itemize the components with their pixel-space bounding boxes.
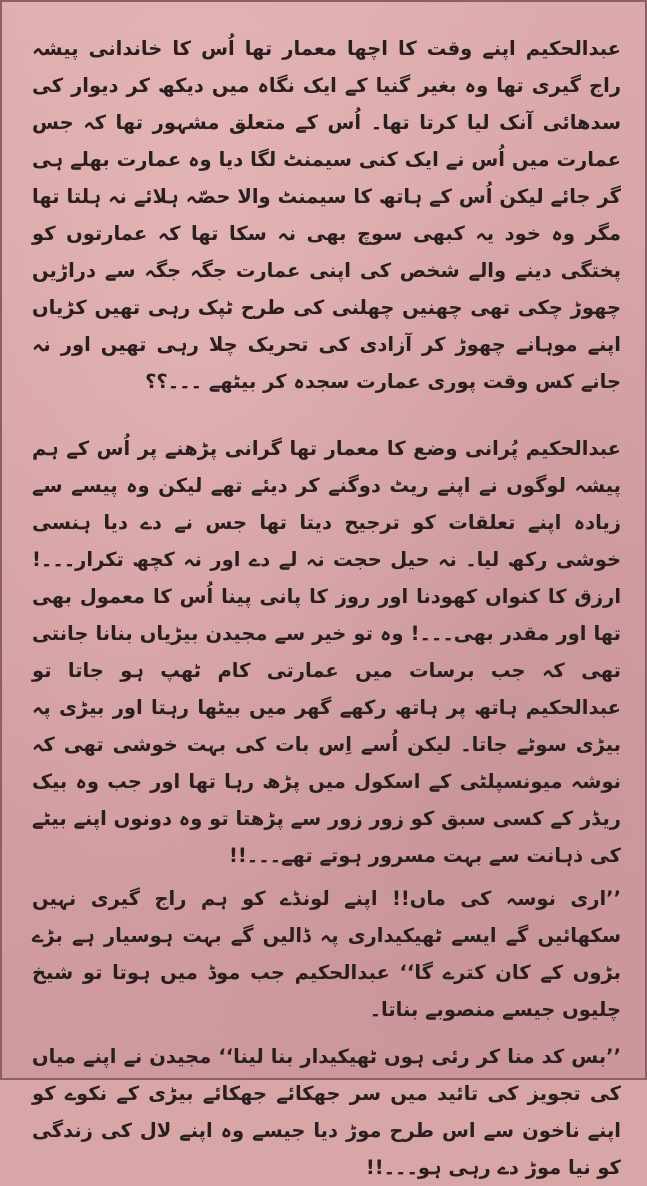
paragraph-4: ’’بس کد منا کر رئی ہوں ٹھیکیدار بنا لینا‘‘ مجیدن نے اپنے میاں کی تجویز کی تائید میں سر جھکائے جھکائے بیڑی کے نکوے کو اپنے ناخون سے اس طرح موڑ دیا جیسے وہ اپنے لال کی زندگی کو نیا موڑ دے رہی ہو۔۔۔!! <box>32 1045 621 1179</box>
paragraph-3: ’’اری نوسہ کی ماں!! اپنے لونڈے کو ہم راج گیری نہیں سکھائیں گے ایسے ٹھیکیداری پہ ڈالیں گے بہت ہوسیار ہے بڑے بڑوں کے کان کترے گا‘‘ عبدالحکیم جب موڈ میں ہوتا تو شیخ چلیوں جیسے منصوبے بناتا۔ <box>32 887 621 1021</box>
paragraph-2: عبدالحکیم پُرانی وضع کا معمار تھا گرانی پڑھنے پر اُس کے ہم پیشہ لوگوں نے اپنے ریٹ دوگنے کر دیئے تھے لیکن وہ پیسے سے زیادہ اپنے تعلقات کو ترجیح دیتا تھا جس نے دے دیا ہنسی خوشی رکھ لیا۔ نہ حیل حجت نہ لے دے اور نہ کچھ تکرار۔۔۔! ارزق کا کنواں کھودنا اور روز کا پانی پینا اُس کا معمول بھی تھا اور مقدر بھی۔۔۔! وہ تو خیر سے مجیدن بیڑیاں بنانا جانتی تھی کہ جب برسات میں عمارتی کام ٹھپ ہو جاتا تو عبدالحکیم ہاتھ پر ہاتھ رکھے گھر میں بیٹھا رہتا اور بیڑی پہ بیڑی سوٹے جاتا۔ لیکن اُسے اِس بات کی بہت خوشی تھی کہ نوشہ میونسپلٹی کے اسکول میں پڑھ رہا تھا اور جب وہ بیک ریڈر کے کسی سبق کو زور زور سے پڑھتا تو وہ دونوں اپنے بیٹے کی ذہانت سے بہت مسرور ہوتے تھے۔۔۔!! <box>32 437 621 867</box>
paragraph-1: عبدالحکیم اپنے وقت کا اچھا معمار تھا اُس کا خاندانی پیشہ راج گیری تھا وہ بغیر گنیا کے ایک نگاہ میں دیکھ کر دیوار کی سدھائی آنک لیا کرتا تھا۔ اُس کے متعلق مشہور تھا کہ جس عمارت میں اُس نے ایک کنی سیمنٹ لگا دیا وہ عمارت بھلے ہی گر جائے لیکن اُس کے ہاتھ کا سیمنٹ والا حصّہ ہلائے نہ ہلتا تھا مگر وہ خود یہ کبھی سوچ بھی نہ سکا تھا کہ عمارتوں کو پختگی دینے والے شخص کی اپنی عمارت جگہ جگہ سے دراڑیں چھوڑ چکی تھی چھنیں چھلنی کی طرح ٹپک رہی تھیں کڑیاں اپنے موہانے چھوڑ کر آزادی کی تحریک چلا رہی تھیں اور نہ جانے کس وقت پوری عمارت سجدہ کر بیٹھے ۔۔۔؟؟ <box>32 37 621 393</box>
urdu-text-body <box>32 30 621 1186</box>
